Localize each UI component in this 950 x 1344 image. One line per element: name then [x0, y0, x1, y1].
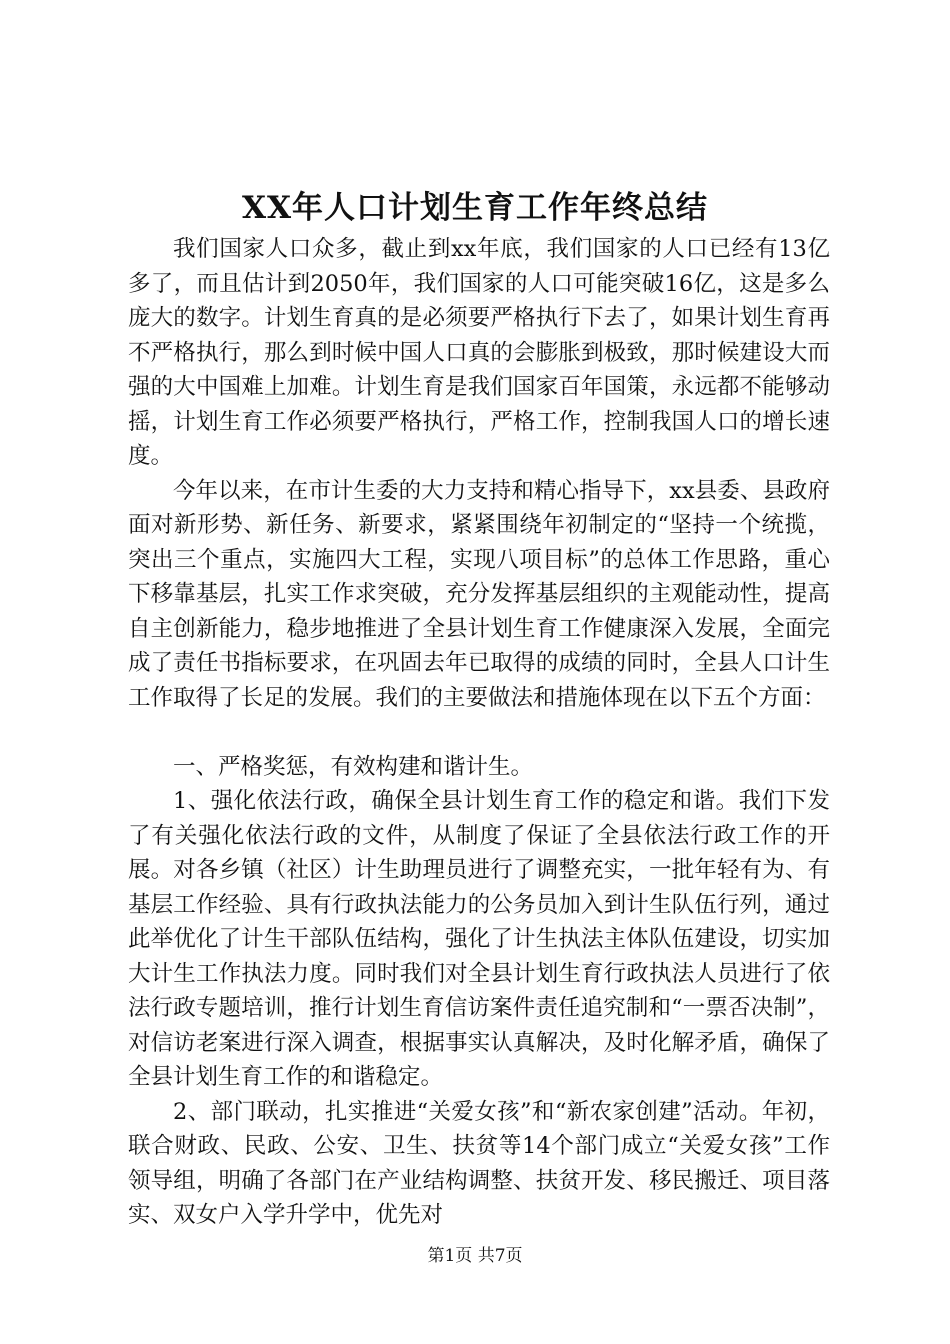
paragraph-item-2: 2、部门联动，扎实推进“关爱女孩”和“新农家创建”活动。年初，联合财政、民政、公安、卫生、扶贫等14个部门成立“关爱女孩”工作领导组，明确了各部门在产业结构调整、扶贫开发、移民搬迁、项目落实、双女户入学升学中，优先对 [128, 1098, 830, 1228]
paragraph-item-1: 1、强化依法行政，确保全县计划生育工作的稳定和谐。我们下发了有关强化依法行政的文件，从制度了保证了全县依法行政工作的开展。对各乡镇（社区）计生助理员进行了调整充实，一批年轻有为、有基层工作经验、具有行政执法能力的公务员加入到计生队伍行列，通过此举优化了计生干部队伍结构，强化了计生执法主体队伍建设，切实加大计生工作执法力度。同时我们对全县计划生育行政执法人员进行了依法行政专题培训，推行计划生育信访案件责任追究制和“一票否决制”，对信访老案进行深入调查，根据事实认真解决，及时化解矛盾，确保了全县计划生育工作的和谐稳定。 [128, 788, 830, 1090]
document-body [128, 232, 830, 1233]
paragraph-intro: 我们国家人口众多，截止到xx年底，我们国家的人口已经有13亿多了，而且估计到2050年，我们国家的人口可能突破16亿，这是多么庞大的数字。计划生育真的是必须要严格执行下去了，如果计划生育再不严格执行，那么到时候中国人口真的会膨胀到极致，那时候建设大而强的大中国难上加难。计划生育是我们国家百年国策，永远都不能够动摇，计划生育工作必须要严格执行，严格工作，控制我国人口的增长速度。 [128, 236, 830, 469]
section-heading-1: 一、严格奖惩，有效构建和谐计生。 [173, 753, 534, 780]
paragraph-summary: 今年以来，在市计生委的大力支持和精心指导下，xx县委、县政府面对新形势、新任务、新要求，紧紧围绕年初制定的“坚持一个统揽，突出三个重点，实施四大工程，实现八项目标”的总体工作思路，重心下移靠基层，扎实工作求突破，充分发挥基层组织的主观能动性，提高自主创新能力，稳步地推进了全县计划生育工作健康深入发展，全面完成了责任书指标要求，在巩固去年已取得的成绩的同时，全县人口计生工作取得了长足的发展。我们的主要做法和措施体现在以下五个方面： [128, 477, 830, 711]
page-number-footer: 第1页 共7页 [427, 1246, 523, 1266]
document-title: XX年人口计划生育工作年终总结 [241, 190, 709, 226]
